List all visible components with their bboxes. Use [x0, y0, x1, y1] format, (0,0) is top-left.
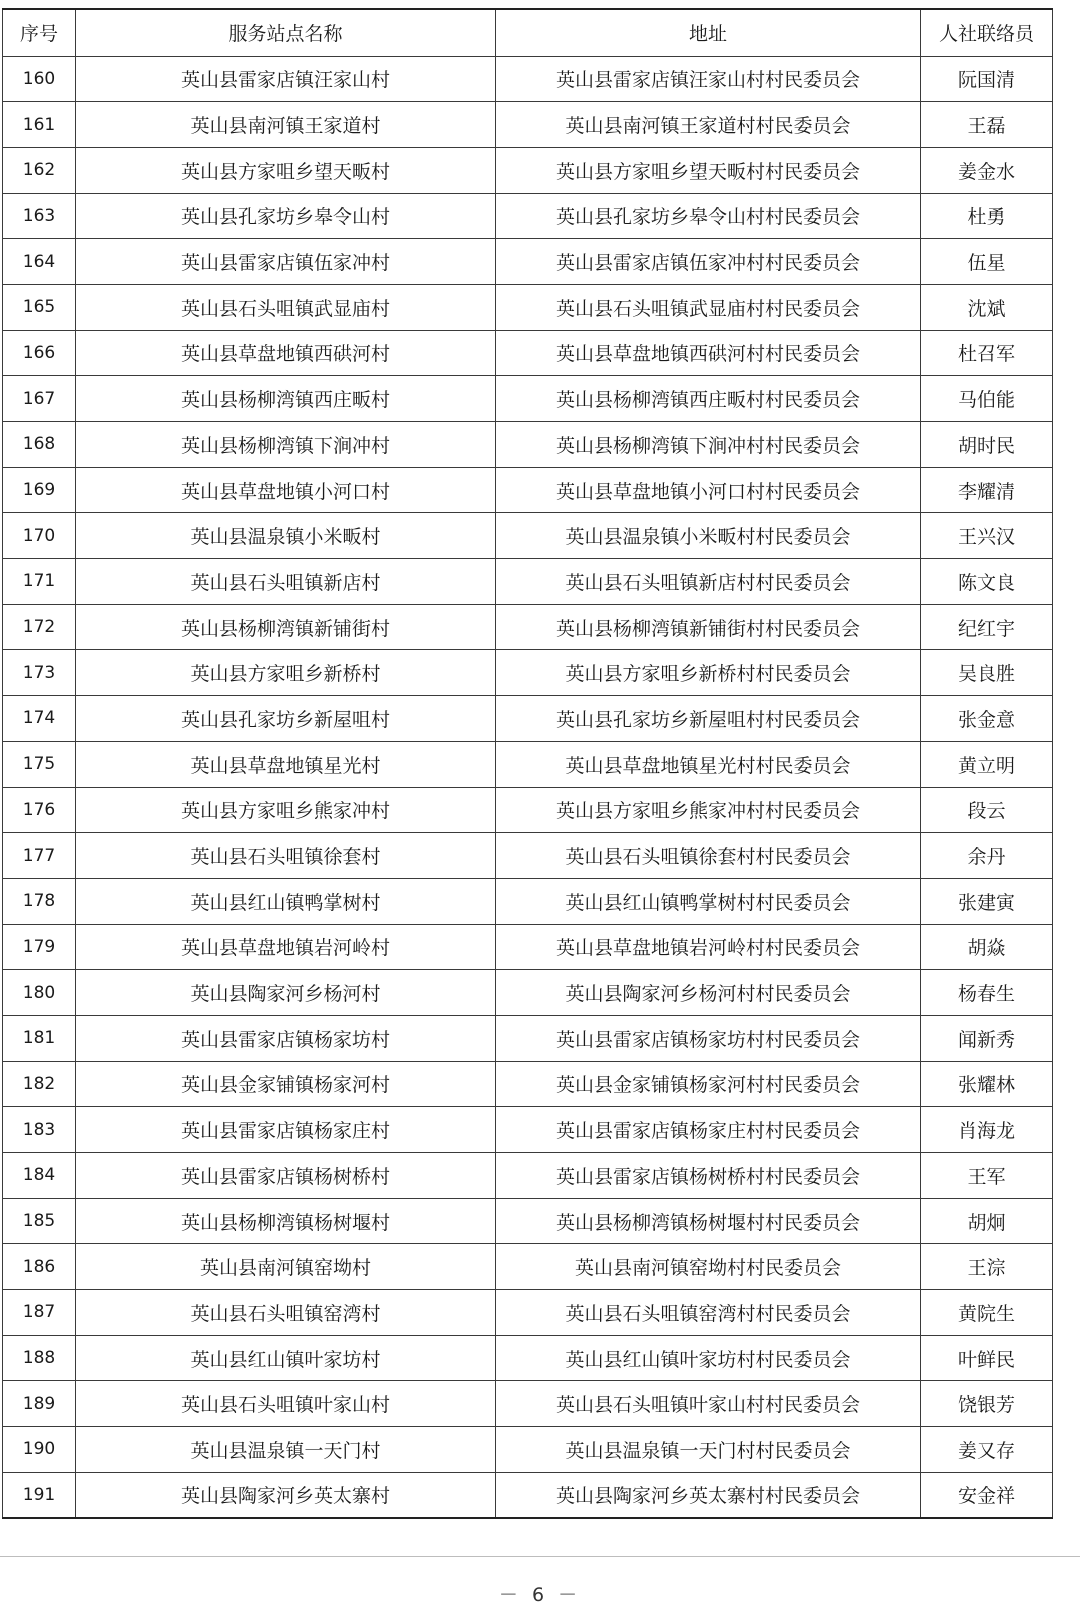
cell-address: 英山县草盘地镇星光村村民委员会 [496, 741, 921, 787]
cell-address: 英山县石头咀镇武显庙村村民委员会 [496, 284, 921, 330]
cell-liaison: 安金祥 [921, 1472, 1053, 1518]
cell-liaison: 胡时民 [921, 422, 1053, 468]
cell-liaison: 胡炯 [921, 1198, 1053, 1244]
cell-station-name: 英山县孔家坊乡新屋咀村 [76, 696, 496, 742]
cell-serial-number: 171 [3, 559, 76, 605]
table-row [3, 559, 1053, 605]
cell-liaison: 沈斌 [921, 284, 1053, 330]
cell-address: 英山县红山镇鸭掌树村村民委员会 [496, 878, 921, 924]
cell-station-name: 英山县石头咀镇徐套村 [76, 833, 496, 879]
table-row [3, 1198, 1053, 1244]
table-row [3, 924, 1053, 970]
cell-serial-number: 172 [3, 604, 76, 650]
cell-serial-number: 170 [3, 513, 76, 559]
cell-address: 英山县杨柳湾镇西庄畈村村民委员会 [496, 376, 921, 422]
cell-address: 英山县杨柳湾镇新铺街村村民委员会 [496, 604, 921, 650]
cell-address: 英山县南河镇窑坳村村民委员会 [496, 1244, 921, 1290]
table-row [3, 56, 1053, 102]
cell-liaison: 王磊 [921, 102, 1053, 148]
cell-station-name: 英山县孔家坊乡皋令山村 [76, 193, 496, 239]
cell-serial-number: 178 [3, 878, 76, 924]
cell-serial-number: 191 [3, 1472, 76, 1518]
table-row [3, 787, 1053, 833]
cell-serial-number: 190 [3, 1427, 76, 1473]
cell-liaison: 阮国清 [921, 56, 1053, 102]
footer-divider [0, 1556, 1080, 1557]
cell-station-name: 英山县红山镇鸭掌树村 [76, 878, 496, 924]
table-row [3, 878, 1053, 924]
cell-serial-number: 187 [3, 1290, 76, 1336]
cell-serial-number: 164 [3, 239, 76, 285]
cell-liaison: 段云 [921, 787, 1053, 833]
cell-serial-number: 184 [3, 1153, 76, 1199]
table-row [3, 193, 1053, 239]
table-row [3, 1290, 1053, 1336]
cell-station-name: 英山县草盘地镇西硔河村 [76, 330, 496, 376]
cell-serial-number: 166 [3, 330, 76, 376]
cell-station-name: 英山县石头咀镇武显庙村 [76, 284, 496, 330]
table-row [3, 147, 1053, 193]
cell-serial-number: 168 [3, 422, 76, 468]
cell-address: 英山县温泉镇小米畈村村民委员会 [496, 513, 921, 559]
cell-address: 英山县杨柳湾镇下涧冲村村民委员会 [496, 422, 921, 468]
cell-station-name: 英山县雷家店镇伍家冲村 [76, 239, 496, 285]
cell-serial-number: 181 [3, 1015, 76, 1061]
cell-station-name: 英山县雷家店镇杨家坊村 [76, 1015, 496, 1061]
table-row [3, 330, 1053, 376]
cell-station-name: 英山县雷家店镇杨家庄村 [76, 1107, 496, 1153]
cell-station-name: 英山县杨柳湾镇杨树堰村 [76, 1198, 496, 1244]
cell-address: 英山县红山镇叶家坊村村民委员会 [496, 1335, 921, 1381]
table-row [3, 422, 1053, 468]
cell-address: 英山县陶家河乡杨河村村民委员会 [496, 970, 921, 1016]
cell-serial-number: 189 [3, 1381, 76, 1427]
header-row [3, 9, 1053, 56]
cell-serial-number: 179 [3, 924, 76, 970]
table-row [3, 650, 1053, 696]
cell-station-name: 英山县陶家河乡杨河村 [76, 970, 496, 1016]
cell-serial-number: 167 [3, 376, 76, 422]
cell-station-name: 英山县南河镇窑坳村 [76, 1244, 496, 1290]
cell-station-name: 英山县杨柳湾镇下涧冲村 [76, 422, 496, 468]
header-serial-number: 序号 [3, 9, 76, 56]
cell-liaison: 杜召军 [921, 330, 1053, 376]
cell-address: 英山县孔家坊乡皋令山村村民委员会 [496, 193, 921, 239]
table-row [3, 1472, 1053, 1518]
table-row [3, 102, 1053, 148]
cell-address: 英山县方家咀乡新桥村村民委员会 [496, 650, 921, 696]
cell-station-name: 英山县金家铺镇杨家河村 [76, 1061, 496, 1107]
table-row [3, 284, 1053, 330]
cell-liaison: 纪红宇 [921, 604, 1053, 650]
cell-address: 英山县草盘地镇岩河岭村村民委员会 [496, 924, 921, 970]
table-row [3, 1427, 1053, 1473]
cell-liaison: 闻新秀 [921, 1015, 1053, 1061]
cell-serial-number: 186 [3, 1244, 76, 1290]
cell-station-name: 英山县温泉镇小米畈村 [76, 513, 496, 559]
cell-serial-number: 163 [3, 193, 76, 239]
cell-address: 英山县雷家店镇杨家坊村村民委员会 [496, 1015, 921, 1061]
cell-liaison: 张建寅 [921, 878, 1053, 924]
cell-address: 英山县石头咀镇新店村村民委员会 [496, 559, 921, 605]
cell-liaison: 肖海龙 [921, 1107, 1053, 1153]
service-station-table [2, 8, 1053, 1519]
cell-address: 英山县杨柳湾镇杨树堰村村民委员会 [496, 1198, 921, 1244]
cell-station-name: 英山县方家咀乡望天畈村 [76, 147, 496, 193]
cell-serial-number: 176 [3, 787, 76, 833]
cell-address: 英山县石头咀镇窑湾村村民委员会 [496, 1290, 921, 1336]
cell-serial-number: 174 [3, 696, 76, 742]
cell-station-name: 英山县石头咀镇窑湾村 [76, 1290, 496, 1336]
cell-address: 英山县雷家店镇伍家冲村村民委员会 [496, 239, 921, 285]
cell-serial-number: 173 [3, 650, 76, 696]
table-row [3, 741, 1053, 787]
cell-address: 英山县石头咀镇徐套村村民委员会 [496, 833, 921, 879]
cell-liaison: 马伯能 [921, 376, 1053, 422]
cell-liaison: 王军 [921, 1153, 1053, 1199]
cell-station-name: 英山县石头咀镇新店村 [76, 559, 496, 605]
cell-serial-number: 182 [3, 1061, 76, 1107]
cell-station-name: 英山县杨柳湾镇新铺街村 [76, 604, 496, 650]
cell-liaison: 张金意 [921, 696, 1053, 742]
table-row [3, 1381, 1053, 1427]
cell-liaison: 王兴汉 [921, 513, 1053, 559]
cell-serial-number: 161 [3, 102, 76, 148]
cell-liaison: 胡焱 [921, 924, 1053, 970]
table-row [3, 1107, 1053, 1153]
cell-address: 英山县孔家坊乡新屋咀村村民委员会 [496, 696, 921, 742]
cell-station-name: 英山县陶家河乡英太寨村 [76, 1472, 496, 1518]
cell-liaison: 黄立明 [921, 741, 1053, 787]
table-row [3, 376, 1053, 422]
cell-liaison: 黄院生 [921, 1290, 1053, 1336]
header-address: 地址 [496, 9, 921, 56]
cell-address: 英山县陶家河乡英太寨村村民委员会 [496, 1472, 921, 1518]
cell-serial-number: 162 [3, 147, 76, 193]
cell-address: 英山县雷家店镇杨家庄村村民委员会 [496, 1107, 921, 1153]
cell-liaison: 叶鲜民 [921, 1335, 1053, 1381]
cell-station-name: 英山县杨柳湾镇西庄畈村 [76, 376, 496, 422]
cell-station-name: 英山县草盘地镇岩河岭村 [76, 924, 496, 970]
cell-liaison: 杨春生 [921, 970, 1053, 1016]
table-body [3, 56, 1053, 1518]
table-row [3, 1335, 1053, 1381]
cell-address: 英山县金家铺镇杨家河村村民委员会 [496, 1061, 921, 1107]
cell-serial-number: 165 [3, 284, 76, 330]
cell-address: 英山县方家咀乡熊家冲村村民委员会 [496, 787, 921, 833]
cell-station-name: 英山县温泉镇一天门村 [76, 1427, 496, 1473]
cell-serial-number: 177 [3, 833, 76, 879]
header-liaison: 人社联络员 [921, 9, 1053, 56]
cell-liaison: 姜又存 [921, 1427, 1053, 1473]
table-row [3, 467, 1053, 513]
cell-station-name: 英山县草盘地镇小河口村 [76, 467, 496, 513]
cell-serial-number: 188 [3, 1335, 76, 1381]
cell-liaison: 王淙 [921, 1244, 1053, 1290]
cell-address: 英山县草盘地镇西硔河村村民委员会 [496, 330, 921, 376]
cell-serial-number: 175 [3, 741, 76, 787]
cell-address: 英山县温泉镇一天门村村民委员会 [496, 1427, 921, 1473]
cell-station-name: 英山县方家咀乡新桥村 [76, 650, 496, 696]
cell-station-name: 英山县雷家店镇杨树桥村 [76, 1153, 496, 1199]
cell-address: 英山县雷家店镇汪家山村村民委员会 [496, 56, 921, 102]
cell-address: 英山县石头咀镇叶家山村村民委员会 [496, 1381, 921, 1427]
cell-liaison: 姜金水 [921, 147, 1053, 193]
table-row [3, 1061, 1053, 1107]
cell-station-name: 英山县南河镇王家道村 [76, 102, 496, 148]
cell-serial-number: 180 [3, 970, 76, 1016]
cell-station-name: 英山县红山镇叶家坊村 [76, 1335, 496, 1381]
cell-station-name: 英山县雷家店镇汪家山村 [76, 56, 496, 102]
cell-address: 英山县南河镇王家道村村民委员会 [496, 102, 921, 148]
cell-address: 英山县雷家店镇杨树桥村村民委员会 [496, 1153, 921, 1199]
cell-serial-number: 183 [3, 1107, 76, 1153]
cell-station-name: 英山县草盘地镇星光村 [76, 741, 496, 787]
table-row [3, 696, 1053, 742]
cell-station-name: 英山县石头咀镇叶家山村 [76, 1381, 496, 1427]
table-row [3, 1015, 1053, 1061]
cell-liaison: 饶银芳 [921, 1381, 1053, 1427]
cell-serial-number: 160 [3, 56, 76, 102]
header-station-name: 服务站点名称 [76, 9, 496, 56]
table-row [3, 833, 1053, 879]
cell-liaison: 余丹 [921, 833, 1053, 879]
page-number: － 6 － [498, 1584, 582, 1606]
service-station-table-container [2, 8, 1052, 1519]
cell-address: 英山县方家咀乡望天畈村村民委员会 [496, 147, 921, 193]
cell-address: 英山县草盘地镇小河口村村民委员会 [496, 467, 921, 513]
cell-serial-number: 169 [3, 467, 76, 513]
table-row [3, 513, 1053, 559]
cell-station-name: 英山县方家咀乡熊家冲村 [76, 787, 496, 833]
cell-liaison: 吴良胜 [921, 650, 1053, 696]
cell-liaison: 李耀清 [921, 467, 1053, 513]
cell-serial-number: 185 [3, 1198, 76, 1244]
cell-liaison: 张耀林 [921, 1061, 1053, 1107]
table-row [3, 604, 1053, 650]
table-row [3, 970, 1053, 1016]
table-row [3, 1244, 1053, 1290]
table-header [3, 9, 1053, 56]
cell-liaison: 陈文良 [921, 559, 1053, 605]
cell-liaison: 伍星 [921, 239, 1053, 285]
table-row [3, 239, 1053, 285]
cell-liaison: 杜勇 [921, 193, 1053, 239]
table-row [3, 1153, 1053, 1199]
